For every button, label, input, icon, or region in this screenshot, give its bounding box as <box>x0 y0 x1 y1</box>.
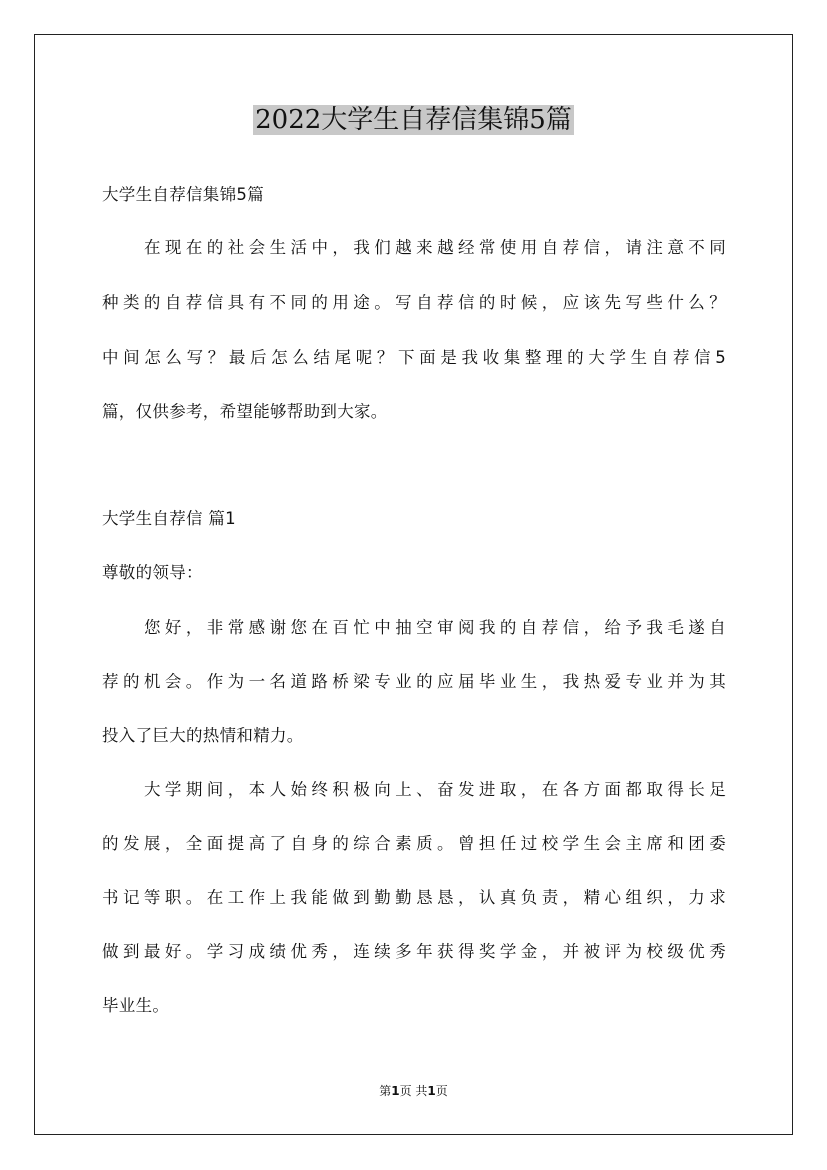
para2-line-1: 大学期间，本人始终积极向上、奋发进取，在各方面都取得长足 <box>144 780 726 799</box>
para2-line-4: 做到最好。学习成绩优秀，连续多年获得奖学金，并被评为校级优秀 <box>102 942 726 961</box>
document-title <box>0 100 827 140</box>
intro-line-2: 种类的自荐信具有不同的用途。写自荐信的时候，应该先写些什么？ <box>102 293 726 312</box>
para2-line-3: 书记等职。在工作上我能做到勤勤恳恳，认真负责，精心组织，力求 <box>102 888 726 907</box>
para2-line-2: 的发展，全面提高了自身的综合素质。曾担任过校学生会主席和团委 <box>102 834 726 853</box>
title-text: 2022大学生自荐信集锦5篇 <box>255 105 572 135</box>
page-footer <box>0 1083 827 1099</box>
salutation: 尊敬的领导： <box>102 563 203 582</box>
footer-mid: 页 共 <box>399 1084 428 1098</box>
footer-suffix: 页 <box>435 1084 448 1098</box>
para1-line-1: 您好，非常感谢您在百忙中抽空审阅我的自荐信，给予我毛遂自 <box>144 618 726 637</box>
intro-line-1: 在现在的社会生活中，我们越来越经常使用自荐信，请注意不同 <box>144 238 726 257</box>
para1-line-2: 荐的机会。作为一名道路桥梁专业的应届毕业生，我热爱专业并为其 <box>102 672 726 691</box>
subtitle: 大学生自荐信集锦5篇 <box>102 185 264 204</box>
intro-line-4: 篇，仅供参考，希望能够帮助到大家。 <box>102 402 388 421</box>
section-heading: 大学生自荐信 篇1 <box>102 509 236 528</box>
footer-prefix: 第 <box>379 1084 392 1098</box>
para2-line-5: 毕业生。 <box>102 996 170 1015</box>
footer-total-pages: 1 <box>427 1084 436 1098</box>
para1-line-3: 投入了巨大的热情和精力。 <box>102 726 304 745</box>
intro-line-3: 中间怎么写？最后怎么结尾呢？下面是我收集整理的大学生自荐信5 <box>102 348 726 367</box>
footer-page-number: 1 <box>391 1084 400 1098</box>
